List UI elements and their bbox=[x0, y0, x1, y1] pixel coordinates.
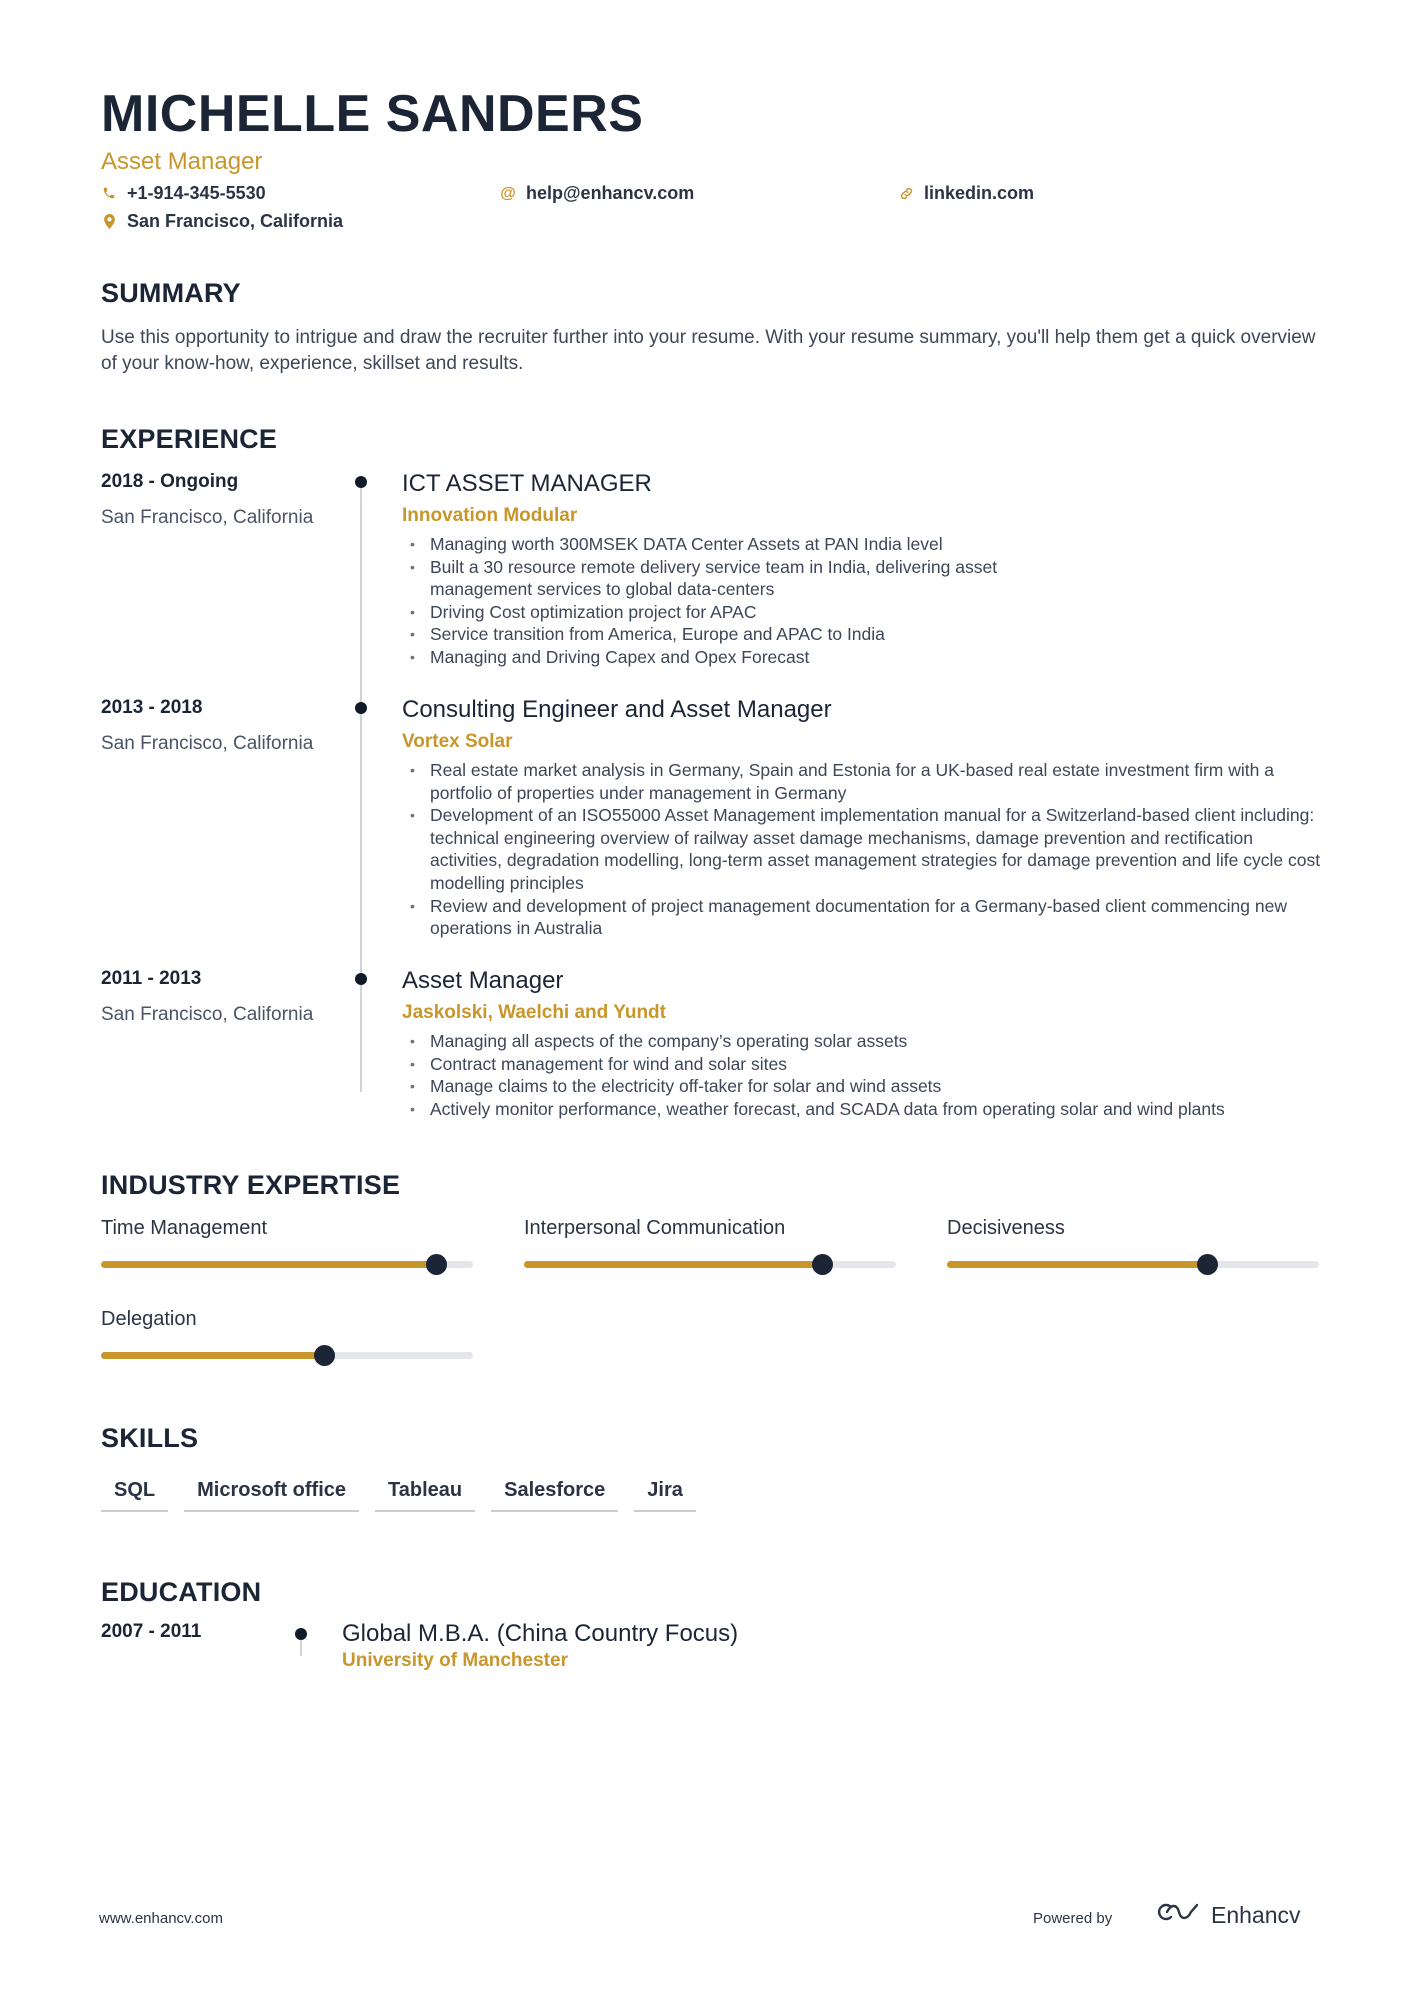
contact-email[interactable] bbox=[500, 183, 694, 204]
contact-location bbox=[101, 211, 343, 232]
bullet-item: • Driving Cost optimization project for APAC bbox=[408, 601, 1028, 624]
bullet-item: • Managing worth 300MSEK DATA Center Assets at PAN India level bbox=[408, 533, 1028, 556]
experience-dates: 2011 - 2013 bbox=[101, 968, 202, 989]
expertise-fill bbox=[101, 1261, 436, 1268]
location-text: San Francisco, California bbox=[127, 211, 344, 231]
timeline-dot bbox=[355, 702, 367, 714]
expertise-fill bbox=[524, 1261, 822, 1268]
bullet-item: • Manage claims to the electricity off-taker for solar and wind assets bbox=[408, 1075, 1328, 1098]
expertise-track bbox=[947, 1261, 1319, 1268]
experience-company: Jaskolski, Waelchi and Yundt bbox=[402, 1002, 666, 1023]
education-timeline bbox=[300, 1640, 302, 1656]
expertise-label: Delegation bbox=[101, 1308, 197, 1330]
expertise-item bbox=[947, 1217, 1319, 1240]
experience-location: San Francisco, California bbox=[101, 1004, 314, 1025]
phone-icon bbox=[101, 186, 117, 202]
expertise-label: Decisiveness bbox=[947, 1217, 1065, 1239]
email-text[interactable]: help@enhancv.com bbox=[526, 183, 695, 203]
summary-text: Use this opportunity to intrigue and draw the recruiter further into your resume. With your resume summary, you'll help them get a quick overview of your know-how, experience, skillset and results. bbox=[101, 327, 1316, 374]
bullet-item: • Managing all aspects of the company’s operating solar assets bbox=[408, 1030, 1328, 1053]
bullet-item: • Contract management for wind and solar sites bbox=[408, 1053, 1328, 1076]
experience-position: Consulting Engineer and Asset Manager bbox=[402, 696, 832, 723]
experience-company: Innovation Modular bbox=[402, 505, 578, 526]
skill-tag: Jira bbox=[634, 1475, 696, 1512]
location-pin-icon bbox=[101, 214, 117, 230]
experience-bullets bbox=[408, 759, 1328, 940]
experience-position: Asset Manager bbox=[402, 967, 564, 994]
skill-tag: Tableau bbox=[375, 1475, 475, 1512]
skills-heading: SKILLS bbox=[101, 1423, 199, 1453]
bullet-item: • Built a 30 resource remote delivery service team in India, delivering asset management services to global data-centers bbox=[408, 556, 1028, 601]
candidate-name: MICHELLE SANDERS bbox=[101, 85, 644, 143]
experience-timeline bbox=[360, 484, 362, 1092]
footer-brand[interactable] bbox=[1153, 1900, 1301, 1930]
contact-phone bbox=[101, 183, 266, 204]
bullet-item: • Real estate market analysis in Germany, Spain and Estonia for a UK-based real estate investment firm with a portfolio of properties under management in Germany bbox=[408, 759, 1328, 804]
skill-tag: Salesforce bbox=[491, 1475, 618, 1512]
phone-text: +1-914-345-5530 bbox=[127, 183, 266, 203]
footer-website[interactable]: www.enhancv.com bbox=[99, 1910, 223, 1927]
bullet-item: • Managing and Driving Capex and Opex Forecast bbox=[408, 646, 1028, 669]
expertise-track bbox=[524, 1261, 896, 1268]
at-icon: @ bbox=[500, 184, 516, 202]
skill-tag: SQL bbox=[101, 1475, 168, 1512]
experience-company: Vortex Solar bbox=[402, 731, 513, 752]
timeline-dot bbox=[355, 973, 367, 985]
expertise-fill bbox=[101, 1352, 324, 1359]
expertise-label: Time Management bbox=[101, 1217, 267, 1239]
experience-bullets bbox=[408, 1030, 1328, 1120]
education-school: University of Manchester bbox=[342, 1650, 568, 1671]
education-heading: EDUCATION bbox=[101, 1577, 262, 1607]
expertise-track bbox=[101, 1352, 473, 1359]
expertise-item bbox=[101, 1308, 473, 1331]
bullet-item: • Service transition from America, Europe and APAC to India bbox=[408, 623, 1028, 646]
expertise-knob bbox=[314, 1345, 335, 1366]
expertise-item bbox=[101, 1217, 473, 1240]
experience-location: San Francisco, California bbox=[101, 507, 314, 528]
experience-dates: 2013 - 2018 bbox=[101, 697, 203, 718]
experience-bullets bbox=[408, 533, 1028, 669]
enhancv-logo-icon bbox=[1153, 1900, 1201, 1930]
expertise-fill bbox=[947, 1261, 1207, 1268]
bullet-item: • Actively monitor performance, weather forecast, and SCADA data from operating solar and wind plants bbox=[408, 1098, 1328, 1121]
expertise-item bbox=[524, 1217, 896, 1240]
expertise-knob bbox=[426, 1254, 447, 1275]
timeline-dot bbox=[295, 1628, 307, 1640]
bullet-item: • Review and development of project management documentation for a Germany-based client commencing new operations in Australia bbox=[408, 895, 1328, 940]
skill-tag: Microsoft office bbox=[184, 1475, 359, 1512]
education-degree: Global M.B.A. (China Country Focus) bbox=[342, 1620, 739, 1647]
footer-powered-by: Powered by bbox=[1033, 1910, 1113, 1927]
candidate-role: Asset Manager bbox=[101, 148, 263, 175]
link-text[interactable]: linkedin.com bbox=[924, 183, 1035, 203]
skills-list bbox=[101, 1475, 696, 1512]
expertise-track bbox=[101, 1261, 473, 1268]
bullet-item: • Development of an ISO55000 Asset Management implementation manual for a Switzerland-based client including: technical engineering overview of railway asset damage mechanisms, damage prevention and rectification activities, degradation modelling, long-term asset management strategies for damage prevention and life cycle cost modelling principles bbox=[408, 804, 1328, 894]
link-icon bbox=[898, 186, 914, 202]
experience-position: ICT ASSET MANAGER bbox=[402, 470, 652, 497]
experience-heading: EXPERIENCE bbox=[101, 424, 278, 454]
expertise-heading: INDUSTRY EXPERTISE bbox=[101, 1170, 401, 1200]
expertise-knob bbox=[1197, 1254, 1218, 1275]
expertise-label: Interpersonal Communication bbox=[524, 1217, 786, 1239]
experience-location: San Francisco, California bbox=[101, 733, 314, 754]
experience-dates: 2018 - Ongoing bbox=[101, 471, 239, 492]
contact-link[interactable] bbox=[898, 183, 1034, 204]
summary-heading: SUMMARY bbox=[101, 278, 241, 308]
education-dates: 2007 - 2011 bbox=[101, 1621, 202, 1642]
brand-name: Enhancv bbox=[1211, 1901, 1301, 1928]
timeline-dot bbox=[355, 476, 367, 488]
expertise-knob bbox=[812, 1254, 833, 1275]
